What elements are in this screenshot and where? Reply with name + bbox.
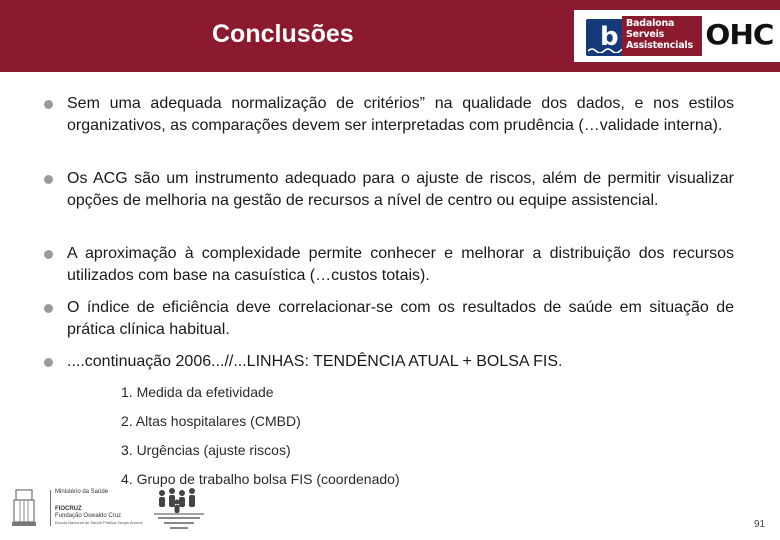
school-name: Escola Nacional de Saúde Pública Sergio Arouca [55,520,143,525]
hc-logo-mark: OHC [705,18,774,51]
badalona-logo [574,10,780,62]
badge-line-1: Badalona [626,18,675,29]
bullet-dot-icon [44,304,53,313]
bullet-item [44,93,734,137]
fiocruz-logo [10,486,143,532]
bullet-item [44,168,734,212]
badge-line-3: Assistencials [626,40,693,51]
badalona-b-icon: b [586,19,626,56]
people-group-logo-icon [150,486,210,534]
badalona-badge [622,16,702,56]
bullet-text: Os ACG são um instrumento adequado para o ajuste de riscos, além de permitir visualizar opções de melhoria na gestão de recursos a nível de centro ou equipe assistencial. [67,170,734,209]
ministry-emblem-icon [12,488,36,528]
slide-header [0,0,780,72]
bullet-dot-icon [44,100,53,109]
slide-title: Conclusões [212,20,354,48]
wave-icon [588,47,624,53]
bullet-dot-icon [44,175,53,184]
bullet-item [44,243,734,287]
badge-line-2: Serveis [626,29,665,40]
sub-item: 4. Grupo de trabalho bolsa FIS (coordenado) [121,471,400,487]
sub-item: 1. Medida da efetividade [121,384,274,400]
page-number: 91 [754,519,766,530]
logo-divider [50,490,51,526]
sub-item: 3. Urgências (ajuste riscos) [121,442,291,458]
bullet-text: A aproximação à complexidade permite conhecer e melhorar a distribuição dos recursos utilizados com base na casuística (…custos totais). [67,245,734,284]
bullet-item [44,297,734,341]
fiocruz-name: FIOCRUZ [55,506,82,512]
ministry-name: Ministério da Saúde [55,489,109,495]
bullet-text: Sem uma adequada normalização de critérios” na qualidade dos dados, e nos estilos organizativos, as comparações devem ser interpretadas com prudência (…validade interna). [67,95,734,134]
bullet-dot-icon [44,250,53,259]
bullet-text: O índice de eficiência deve correlacionar-se com os resultados de saúde em situação de prática clínica habitual. [67,299,734,338]
bullet-item [44,351,734,373]
bullet-text: ....continuação 2006...//...LINHAS: TENDÊNCIA ATUAL + BOLSA FIS. [67,353,563,370]
bullet-dot-icon [44,358,53,367]
foundation-name: Fundação Oswaldo Cruz [55,513,122,519]
sub-item: 2. Altas hospitalares (CMBD) [121,413,301,429]
